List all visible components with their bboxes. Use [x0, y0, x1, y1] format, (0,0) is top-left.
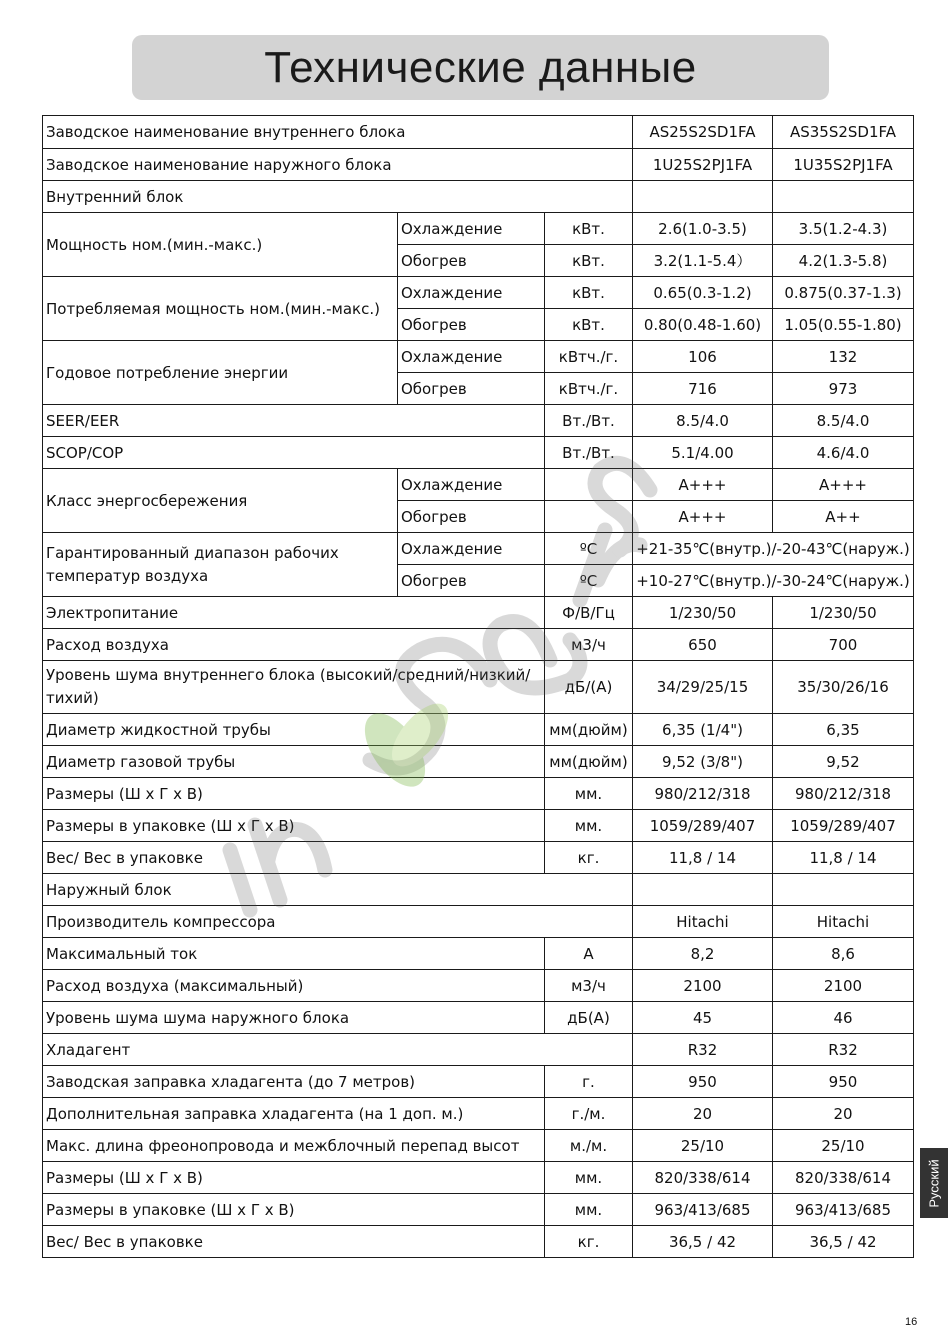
- value-1: 0.80(0.48-1.60): [633, 309, 773, 341]
- row-label: Мощность ном.(мин.-макс.): [43, 213, 398, 277]
- row-label: Вес/ Вес в упаковке: [43, 1226, 545, 1258]
- value-1: 6,35 (1/4"): [633, 714, 773, 746]
- value-2: 700: [773, 629, 914, 661]
- table-row: [43, 938, 914, 970]
- value-1: 1/230/50: [633, 597, 773, 629]
- value-2: 36,5 / 42: [773, 1226, 914, 1258]
- value-1: 980/212/318: [633, 778, 773, 810]
- unit: м3/ч: [545, 970, 633, 1002]
- value-1: 36,5 / 42: [633, 1226, 773, 1258]
- row-label: Заводская заправка хладагента (до 7 метров): [43, 1066, 545, 1098]
- table-row: [43, 437, 914, 469]
- value-1: 716: [633, 373, 773, 405]
- unit: ºC: [545, 533, 633, 565]
- value-1: 8.5/4.0: [633, 405, 773, 437]
- row-label: Размеры в упаковке (Ш х Г х В): [43, 810, 545, 842]
- unit: Ф/В/Гц: [545, 597, 633, 629]
- mode-label: Обогрев: [398, 245, 545, 277]
- row-label: Потребляемая мощность ном.(мин.-макс.): [43, 277, 398, 341]
- value-2: 980/212/318: [773, 778, 914, 810]
- unit: мм.: [545, 1194, 633, 1226]
- row-label: Диаметр жидкостной трубы: [43, 714, 545, 746]
- unit: кВт.: [545, 309, 633, 341]
- row-label: Производитель компрессора: [43, 906, 633, 938]
- language-label: Русский: [926, 1158, 942, 1208]
- row-label: Электропитание: [43, 597, 545, 629]
- row-label: Заводское наименование наружного блока: [43, 149, 633, 181]
- model-2: 1U35S2PJ1FA: [773, 149, 914, 181]
- value-range: +21-35℃(внутр.)/-20-43℃(наруж.): [633, 533, 914, 565]
- value-1: 650: [633, 629, 773, 661]
- title-banner: [132, 35, 829, 100]
- value-2: 46: [773, 1002, 914, 1034]
- value-2: Hitachi: [773, 906, 914, 938]
- value-1: 8,2: [633, 938, 773, 970]
- unit: г./м.: [545, 1098, 633, 1130]
- row-label: Класс энергосбережения: [43, 469, 398, 533]
- table-row: [43, 405, 914, 437]
- value-2: A+++: [773, 469, 914, 501]
- value-1: A+++: [633, 469, 773, 501]
- row-label: Размеры в упаковке (Ш х Г х В): [43, 1194, 545, 1226]
- table-row: [43, 778, 914, 810]
- row-label: SEER/EER: [43, 405, 545, 437]
- table-row: [43, 746, 914, 778]
- table-row: [43, 533, 914, 565]
- table-row: [43, 1098, 914, 1130]
- row-label: Годовое потребление энергии: [43, 341, 398, 405]
- mode-label: Охлаждение: [398, 213, 545, 245]
- unit: ºC: [545, 565, 633, 597]
- model-1: 1U25S2PJ1FA: [633, 149, 773, 181]
- value-2: 1/230/50: [773, 597, 914, 629]
- mode-label: Охлаждение: [398, 533, 545, 565]
- value-2: 11,8 / 14: [773, 842, 914, 874]
- value-1: 34/29/25/15: [633, 661, 773, 714]
- value-2: 25/10: [773, 1130, 914, 1162]
- value-range: +10-27℃(внутр.)/-30-24℃(наруж.): [633, 565, 914, 597]
- value-1: 3.2(1.1-5.4）: [633, 245, 773, 277]
- value-2: 132: [773, 341, 914, 373]
- unit: мм(дюйм): [545, 746, 633, 778]
- row-label: Размеры (Ш х Г х В): [43, 778, 545, 810]
- mode-label: Охлаждение: [398, 277, 545, 309]
- unit: Вт./Вт.: [545, 437, 633, 469]
- table-row: [43, 341, 914, 373]
- section-row: [43, 874, 914, 906]
- unit: мм.: [545, 1162, 633, 1194]
- value-1: 950: [633, 1066, 773, 1098]
- value-2: 950: [773, 1066, 914, 1098]
- value-1: 1059/289/407: [633, 810, 773, 842]
- table-row: [43, 1034, 914, 1066]
- table-row: [43, 277, 914, 309]
- table-row: [43, 842, 914, 874]
- table-row: [43, 970, 914, 1002]
- value-1: Hitachi: [633, 906, 773, 938]
- value-1: 2100: [633, 970, 773, 1002]
- value-2: 8.5/4.0: [773, 405, 914, 437]
- value-1: 9,52 (3/8"): [633, 746, 773, 778]
- unit: кВт.: [545, 213, 633, 245]
- table-row: [43, 1226, 914, 1258]
- unit: кВтч./г.: [545, 341, 633, 373]
- language-tab: [920, 1148, 948, 1218]
- unit: м3/ч: [545, 629, 633, 661]
- value-1: 45: [633, 1002, 773, 1034]
- value-2: 20: [773, 1098, 914, 1130]
- unit: кВтч./г.: [545, 373, 633, 405]
- row-label: Диаметр газовой трубы: [43, 746, 545, 778]
- value-2: 973: [773, 373, 914, 405]
- model-2: AS35S2SD1FA: [773, 116, 914, 149]
- value-1: A+++: [633, 501, 773, 533]
- value-2: 9,52: [773, 746, 914, 778]
- value-2: 1059/289/407: [773, 810, 914, 842]
- row-label: Уровень шума внутреннего блока (высокий/средний/низкий/тихий): [43, 661, 545, 714]
- unit: мм.: [545, 778, 633, 810]
- value-2: 6,35: [773, 714, 914, 746]
- table-row: [43, 116, 914, 149]
- value-2: 35/30/26/16: [773, 661, 914, 714]
- table-row: [43, 1002, 914, 1034]
- value-1: 963/413/685: [633, 1194, 773, 1226]
- page-number: 16: [905, 1316, 918, 1328]
- mode-label: Обогрев: [398, 373, 545, 405]
- row-label: Хладагент: [43, 1034, 633, 1066]
- value-1: 11,8 / 14: [633, 842, 773, 874]
- unit: кВт.: [545, 277, 633, 309]
- value-2: 820/338/614: [773, 1162, 914, 1194]
- unit: кВт.: [545, 245, 633, 277]
- mode-label: Охлаждение: [398, 469, 545, 501]
- value-2: 3.5(1.2-4.3): [773, 213, 914, 245]
- row-label: Расход воздуха (максимальный): [43, 970, 545, 1002]
- row-label: Размеры (Ш х Г х В): [43, 1162, 545, 1194]
- mode-label: Обогрев: [398, 501, 545, 533]
- value-1: 25/10: [633, 1130, 773, 1162]
- mode-label: Обогрев: [398, 309, 545, 341]
- table-row: [43, 906, 914, 938]
- spec-table: [42, 115, 914, 1258]
- unit: Вт./Вт.: [545, 405, 633, 437]
- value-2: 963/413/685: [773, 1194, 914, 1226]
- section-label: Внутренний блок: [43, 181, 633, 213]
- row-label: Гарантированный диапазон рабочих температур воздуха: [43, 533, 398, 597]
- value-2: R32: [773, 1034, 914, 1066]
- row-label: Макс. длина фреонопровода и межблочный перепад высот: [43, 1130, 545, 1162]
- section-row: [43, 181, 914, 213]
- table-row: [43, 1066, 914, 1098]
- row-label: Заводское наименование внутреннего блока: [43, 116, 633, 149]
- value-2: 4.2(1.3-5.8): [773, 245, 914, 277]
- unit: кг.: [545, 1226, 633, 1258]
- unit: г.: [545, 1066, 633, 1098]
- value-2: 4.6/4.0: [773, 437, 914, 469]
- table-row: [43, 661, 914, 714]
- table-row: [43, 810, 914, 842]
- value-2: 8,6: [773, 938, 914, 970]
- table-row: [43, 714, 914, 746]
- section-label: Наружный блок: [43, 874, 633, 906]
- page-title: Технические данные: [264, 42, 697, 92]
- row-label: Расход воздуха: [43, 629, 545, 661]
- unit: мм.: [545, 810, 633, 842]
- value-2: A++: [773, 501, 914, 533]
- table-row: [43, 149, 914, 181]
- row-label: Дополнительная заправка хладагента (на 1 доп. м.): [43, 1098, 545, 1130]
- unit: м./м.: [545, 1130, 633, 1162]
- table-row: [43, 213, 914, 245]
- value-2: 2100: [773, 970, 914, 1002]
- mode-label: Обогрев: [398, 565, 545, 597]
- unit: мм(дюйм): [545, 714, 633, 746]
- row-label: SCOP/COP: [43, 437, 545, 469]
- table-row: [43, 597, 914, 629]
- unit: A: [545, 938, 633, 970]
- row-label: Вес/ Вес в упаковке: [43, 842, 545, 874]
- value-1: 5.1/4.00: [633, 437, 773, 469]
- table-row: [43, 1194, 914, 1226]
- unit: кг.: [545, 842, 633, 874]
- table-row: [43, 629, 914, 661]
- value-1: 20: [633, 1098, 773, 1130]
- unit: дБ/(А): [545, 661, 633, 714]
- value-1: 820/338/614: [633, 1162, 773, 1194]
- value-1: 2.6(1.0-3.5): [633, 213, 773, 245]
- value-2: 1.05(0.55-1.80): [773, 309, 914, 341]
- table-row: [43, 469, 914, 501]
- unit: дБ(А): [545, 1002, 633, 1034]
- value-1: 106: [633, 341, 773, 373]
- value-1: R32: [633, 1034, 773, 1066]
- row-label: Максимальный ток: [43, 938, 545, 970]
- table-row: [43, 1130, 914, 1162]
- value-1: 0.65(0.3-1.2): [633, 277, 773, 309]
- mode-label: Охлаждение: [398, 341, 545, 373]
- value-2: 0.875(0.37-1.3): [773, 277, 914, 309]
- model-1: AS25S2SD1FA: [633, 116, 773, 149]
- row-label: Уровень шума шума наружного блока: [43, 1002, 545, 1034]
- table-row: [43, 1162, 914, 1194]
